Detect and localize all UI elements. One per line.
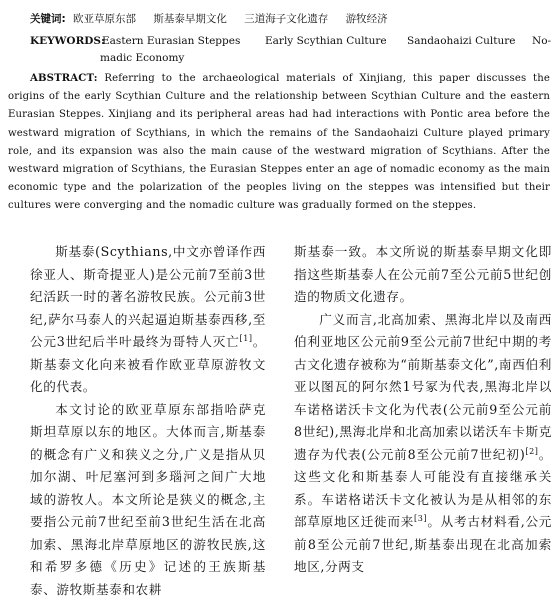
citation-ref: [1] <box>239 334 252 343</box>
keyword-cn-item: 斯基泰早期文化 <box>153 13 227 25</box>
body-column-right <box>294 241 552 579</box>
body-column-left <box>30 241 266 601</box>
body-paragraph: 本文讨论的欧亚草原东部指哈萨克斯坦草原以东的地区。大体而言,斯基泰的概念有广义和狭义之分,广义是指从贝加尔湖、叶尼塞河到多瑙河之间广大地域的游牧人。本文所论是狭义的概念,主要指公元前7世纪至前3世纪生活在北高加索、黑海北岸草原地区的游牧民族,这和希罗多德《历史》记述的王族斯基泰、游牧斯基泰和农耕 <box>30 399 266 601</box>
paragraph-text: 。从考古材料看,公元前8至公元前7世纪,斯基泰出现在北高加索地区,分两支 <box>294 514 552 574</box>
paragraph-text: 。斯基泰文化向来被看作欧亚草原游牧文化的代表。 <box>30 334 266 394</box>
abstract-label: ABSTRACT: <box>30 73 98 84</box>
abstract-paragraph <box>8 70 550 216</box>
keywords-cn-row <box>30 11 388 26</box>
keyword-en-continuation: madic Economy <box>100 52 184 64</box>
keyword-cn-item: 游牧经济 <box>346 13 388 25</box>
keywords-cn-label: 关键词: <box>30 13 66 25</box>
abstract-text: Referring to the archaeological materials of Xinjiang, this paper discusses the origins of the early Scythian Culture and the relationship between Scythian Culture and the eastern Eurasian Steppes. Xinjiang and its peripheral areas had had interactions with Pontic area before the westward migration of Scythians, in which the remains of the Sandaohaizi Culture played primary role, and its expansion was also the main cause of the westward migration of Scythians. After the westward migration of Scythians, the Eurasian Steppes enter an age of nomadic economy as the main economic type and the polarization of the peoples living on the steppes was intensified but their cultures were converging and the nomadic culture was gradually formed on the steppes. <box>8 73 550 211</box>
keyword-cn-item: 欧亚草原东部 <box>73 13 136 25</box>
keyword-cn-item: 三道海子文化遗存 <box>244 13 328 25</box>
keywords-en-label: KEYWORDS: <box>30 35 105 47</box>
citation-ref: [2] <box>525 446 538 455</box>
body-paragraph <box>294 309 552 579</box>
keyword-en-item: No- <box>532 35 551 47</box>
keyword-en-item: Eastern Eurasian Steppes <box>102 35 240 47</box>
citation-ref: [3] <box>414 514 427 523</box>
keyword-en-item: Early Scythian Culture <box>265 35 387 47</box>
keyword-en-item: Sandaohaizi Culture <box>407 35 516 47</box>
body-paragraph <box>30 241 266 399</box>
paragraph-text: 广义而言,北高加索、黑海北岸以及南西伯利亚地区公元前9至公元前7世纪中期的考古文化遗存被称为“前斯基泰文化”,南西伯利亚以图瓦的阿尔然1号冢为代表,黑海北岸以车诺格诺沃卡文化为代表(公元前9至公元前8世纪),黑海北岸和北高加索以诺沃车卡斯克遗存为代表(公元前8至公元前7世纪初) <box>294 312 552 462</box>
body-paragraph: 斯基泰一致。本文所说的斯基泰早期文化即指这些斯基泰人在公元前7至公元前5世纪创造的物质文化遗存。 <box>294 241 552 309</box>
paragraph-text: 斯基泰(Scythians,中文亦曾译作西徐亚人、斯奇提亚人)是公元前7至前3世纪活跃一时的著名游牧民族。公元前3世纪,萨尔马泰人的兴起逼迫斯基泰西移,至公元3世纪后半叶最终为哥特人灭亡 <box>30 244 266 349</box>
paragraph-text: 。这些文化和斯基泰人可能没有直接继承关系。车诺格诺沃卡文化被认为是从相邻的东部草原地区迁徙而来 <box>294 447 552 530</box>
